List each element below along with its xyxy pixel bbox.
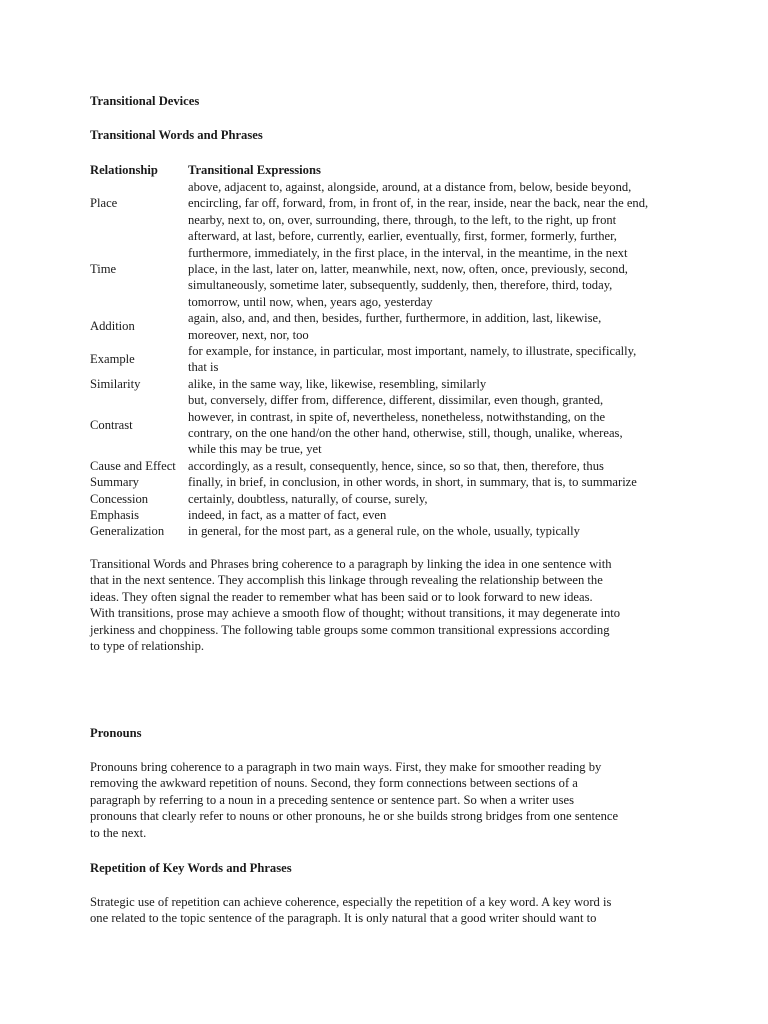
paragraph-line: Pronouns bring coherence to a paragraph in two main ways. First, they make for smoother reading by [90, 760, 602, 774]
expression-line: alike, in the same way, like, likewise, resembling, similarly [188, 376, 487, 391]
expression-line: tomorrow, until now, when, years ago, yesterday [188, 294, 433, 309]
expression-line: contrary, on the one hand/on the other hand, otherwise, still, though, unalike, whereas, [188, 426, 623, 440]
expression-line: certainly, doubtless, naturally, of course, surely, [188, 491, 428, 506]
expression-cell [188, 523, 580, 539]
expression-line: in general, for the most part, as a general rule, on the whole, usually, typically [188, 524, 580, 539]
expression-line: encircling, far off, forward, from, in front of, in the rear, inside, near the back, near the end, [188, 196, 649, 211]
expression-line: place, in the last, later on, latter, meanwhile, next, now, often, once, previously, second, [188, 262, 628, 276]
column-header-expressions: Transitional Expressions [188, 163, 321, 177]
expression-line: for example, for instance, in particular, most important, namely, to illustrate, specifically, [188, 344, 637, 358]
expression-cell [188, 392, 623, 458]
paragraph-line: that in the next sentence. They accomplish this linkage through revealing the relationship between the [90, 573, 603, 588]
expression-line: afterward, at last, before, currently, earlier, eventually, first, former, formerly, further, [188, 229, 617, 244]
paragraph-line: removing the awkward repetition of nouns. Second, they form connections between sections of a [90, 776, 578, 791]
paragraph-transitional-words [90, 556, 620, 654]
paragraph-line: one related to the topic sentence of the paragraph. It is only natural that a good writer should want to [90, 911, 597, 926]
relationship-label: Contrast [90, 417, 133, 432]
expression-line: accordingly, as a result, consequently, hence, since, so so that, then, therefore, thus [188, 458, 604, 473]
expression-line: finally, in brief, in conclusion, in other words, in short, in summary, that is, to summarize [188, 475, 637, 490]
section-heading-pronouns: Pronouns [90, 726, 142, 740]
expression-line: while this may be true, yet [188, 442, 322, 457]
paragraph-line: jerkiness and choppiness. The following table groups some common transitional expressions according [90, 622, 610, 637]
column-header-relationship: Relationship [90, 163, 158, 177]
expression-line: that is [188, 360, 219, 375]
expression-line: simultaneously, sometime later, subsequently, suddenly, then, therefore, third, today, [188, 278, 613, 293]
paragraph-line: paragraph by referring to a noun in a preceding sentence or sentence part. So when a writer uses [90, 792, 574, 807]
paragraph-repetition [90, 894, 611, 927]
expression-cell [188, 343, 636, 376]
document-title: Transitional Devices [90, 94, 200, 108]
section-heading-repetition: Repetition of Key Words and Phrases [90, 861, 292, 875]
relationship-label: Concession [90, 491, 149, 506]
expression-line: again, also, and, and then, besides, further, furthermore, in addition, last, likewise, [188, 311, 602, 326]
relationship-label: Cause and Effect [90, 458, 176, 473]
expression-cell [188, 458, 604, 474]
expression-cell [188, 179, 648, 228]
relationship-label: Emphasis [90, 508, 139, 522]
expression-cell [188, 491, 428, 507]
relationship-label: Addition [90, 319, 135, 334]
expression-line: nearby, next to, on, over, surrounding, there, through, to the left, to the right, up front [188, 212, 617, 227]
expression-cell [188, 228, 628, 310]
paragraph-line: With transitions, prose may achieve a smooth flow of thought; without transitions, it may degenerate into [90, 606, 621, 621]
paragraph-line: Strategic use of repetition can achieve coherence, especially the repetition of a key word. A key word is [90, 895, 612, 909]
expression-cell [188, 474, 637, 490]
expression-cell [188, 507, 386, 523]
relationship-label: Place [90, 196, 118, 211]
relationship-label: Similarity [90, 376, 141, 391]
relationship-label: Example [90, 352, 135, 367]
expression-line: but, conversely, differ from, difference, different, dissimilar, even though, granted, [188, 393, 604, 408]
expression-line: however, in contrast, in spite of, nevertheless, nonetheless, notwithstanding, on the [188, 409, 606, 424]
relationship-label: Generalization [90, 524, 165, 539]
expression-cell [188, 310, 601, 343]
paragraph-line: Transitional Words and Phrases bring coherence to a paragraph by linking the idea in one sentence with [90, 557, 612, 571]
paragraph-line: pronouns that clearly refer to nouns or other pronouns, he or she builds strong bridges from one sentence [90, 809, 619, 824]
section-heading-transitional-words: Transitional Words and Phrases [90, 128, 263, 142]
paragraph-pronouns [90, 759, 618, 841]
expression-line: indeed, in fact, as a matter of fact, even [188, 508, 387, 522]
paragraph-line: to the next. [90, 825, 147, 840]
relationship-label: Summary [90, 475, 139, 490]
expression-line: furthermore, immediately, in the first place, in the interval, in the meantime, in the next [188, 245, 628, 260]
expression-line: moreover, next, nor, too [188, 327, 309, 342]
expression-cell [188, 376, 486, 392]
expression-line: above, adjacent to, against, alongside, around, at a distance from, below, beside beyond, [188, 180, 632, 194]
paragraph-line: to type of relationship. [90, 639, 205, 654]
paragraph-line: ideas. They often signal the reader to remember what has been said or to look forward to new ideas. [90, 589, 593, 604]
relationship-label: Time [90, 262, 117, 276]
